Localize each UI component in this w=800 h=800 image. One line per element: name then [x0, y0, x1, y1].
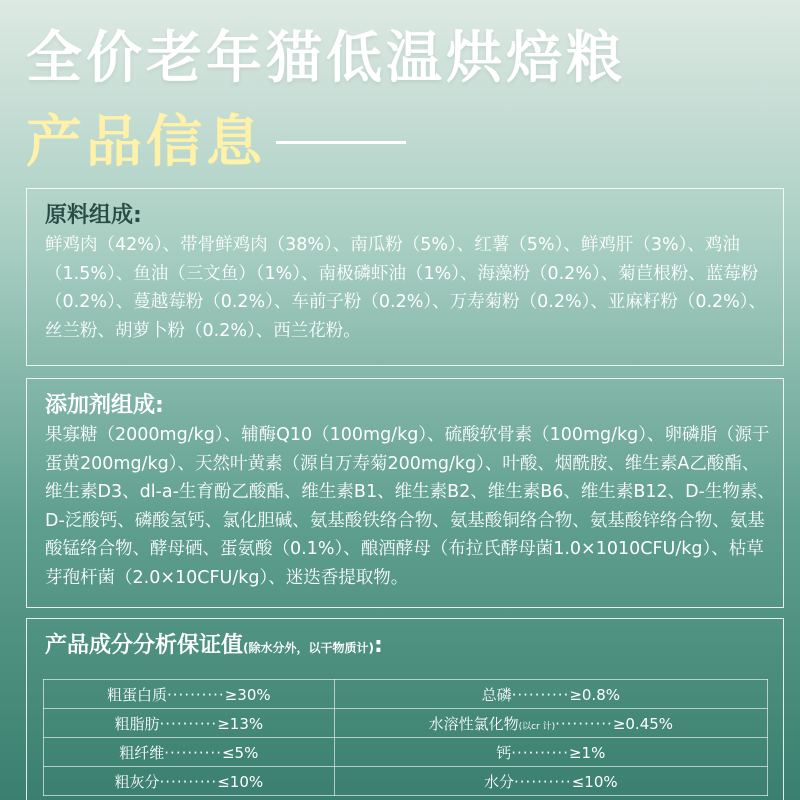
- ingredients-panel: [26, 188, 784, 366]
- analysis-table: [43, 679, 768, 796]
- table-row: [44, 709, 768, 738]
- analysis-heading: [27, 619, 783, 659]
- title-underline: [276, 141, 406, 144]
- table-cell: 粗脂肪··········≥13%: [44, 709, 335, 738]
- table-row: [44, 680, 768, 709]
- section-title: 产品信息: [26, 110, 266, 175]
- table-cell: 钙··········≥1%: [334, 738, 767, 767]
- page-title: 全价老年猫低温烘焙粮: [26, 26, 626, 91]
- table-cell: 水溶性氯化物(以cr 计)··········≥0.45%: [334, 709, 767, 738]
- table-row: [44, 738, 768, 767]
- table-cell: 粗灰分··········≤10%: [44, 767, 335, 796]
- table-cell: 粗蛋白质··········≥30%: [44, 680, 335, 709]
- analysis-heading-text: 产品成分分析保证值: [45, 633, 244, 658]
- additives-text: 果寡糖（2000mg/kg）、辅酶Q10（100mg/kg）、硫酸软骨素（100mg/kg）、卵磷脂（源于蛋黄200mg/kg）、天然叶黄素（源自万寿菊200mg/kg）、叶酸、烟酰胺、维生素A乙酸酯、维生素D3、dl-a-生育酚乙酸酯、维生素B1、维生素B2、维生素B6、维生素B12、D-生物素、D-泛酸钙、磷酸氢钙、氯化胆碱、氨基酸铁络合物、氨基酸铜络合物、氨基酸锌络合物、氨基酸锰络合物、酵母硒、蛋氨酸（0.1%）、酿酒酵母（布拉氏酵母菌1.0×1010CFU/kg）、枯草芽孢杆菌（2.0×10CFU/kg）、迷迭香提取物。: [45, 425, 775, 588]
- section-title-row: [26, 98, 406, 178]
- ingredients-text: 鲜鸡肉（42%）、带骨鲜鸡肉（38%）、南瓜粉（5%）、红薯（5%）、鲜鸡肝（3%）、鸡油（1.5%）、鱼油（三文鱼）（1%）、南极磷虾油（1%）、海藻粉（0.2%）、菊苣根粉、蓝莓粉（0.2%）、蔓越莓粉（0.2%）、车前子粉（0.2%）、万寿菊粉（0.2%）、亚麻籽粉（0.2%）、丝兰粉、胡萝卜粉（0.2%）、西兰花粉。: [45, 235, 767, 341]
- table-row: [44, 767, 768, 796]
- table-cell: 粗纤维··········≤5%: [44, 738, 335, 767]
- table-cell: 水分··········≤10%: [334, 767, 767, 796]
- analysis-heading-colon: :: [374, 633, 383, 658]
- analysis-heading-note: (除水分外，以干物质计): [243, 641, 374, 655]
- table-cell: 总磷··········≥0.8%: [334, 680, 767, 709]
- ingredients-heading: 原料组成:: [45, 203, 142, 228]
- analysis-panel: [26, 618, 784, 800]
- additives-heading: 添加剂组成:: [45, 393, 164, 418]
- additives-panel: [26, 378, 784, 608]
